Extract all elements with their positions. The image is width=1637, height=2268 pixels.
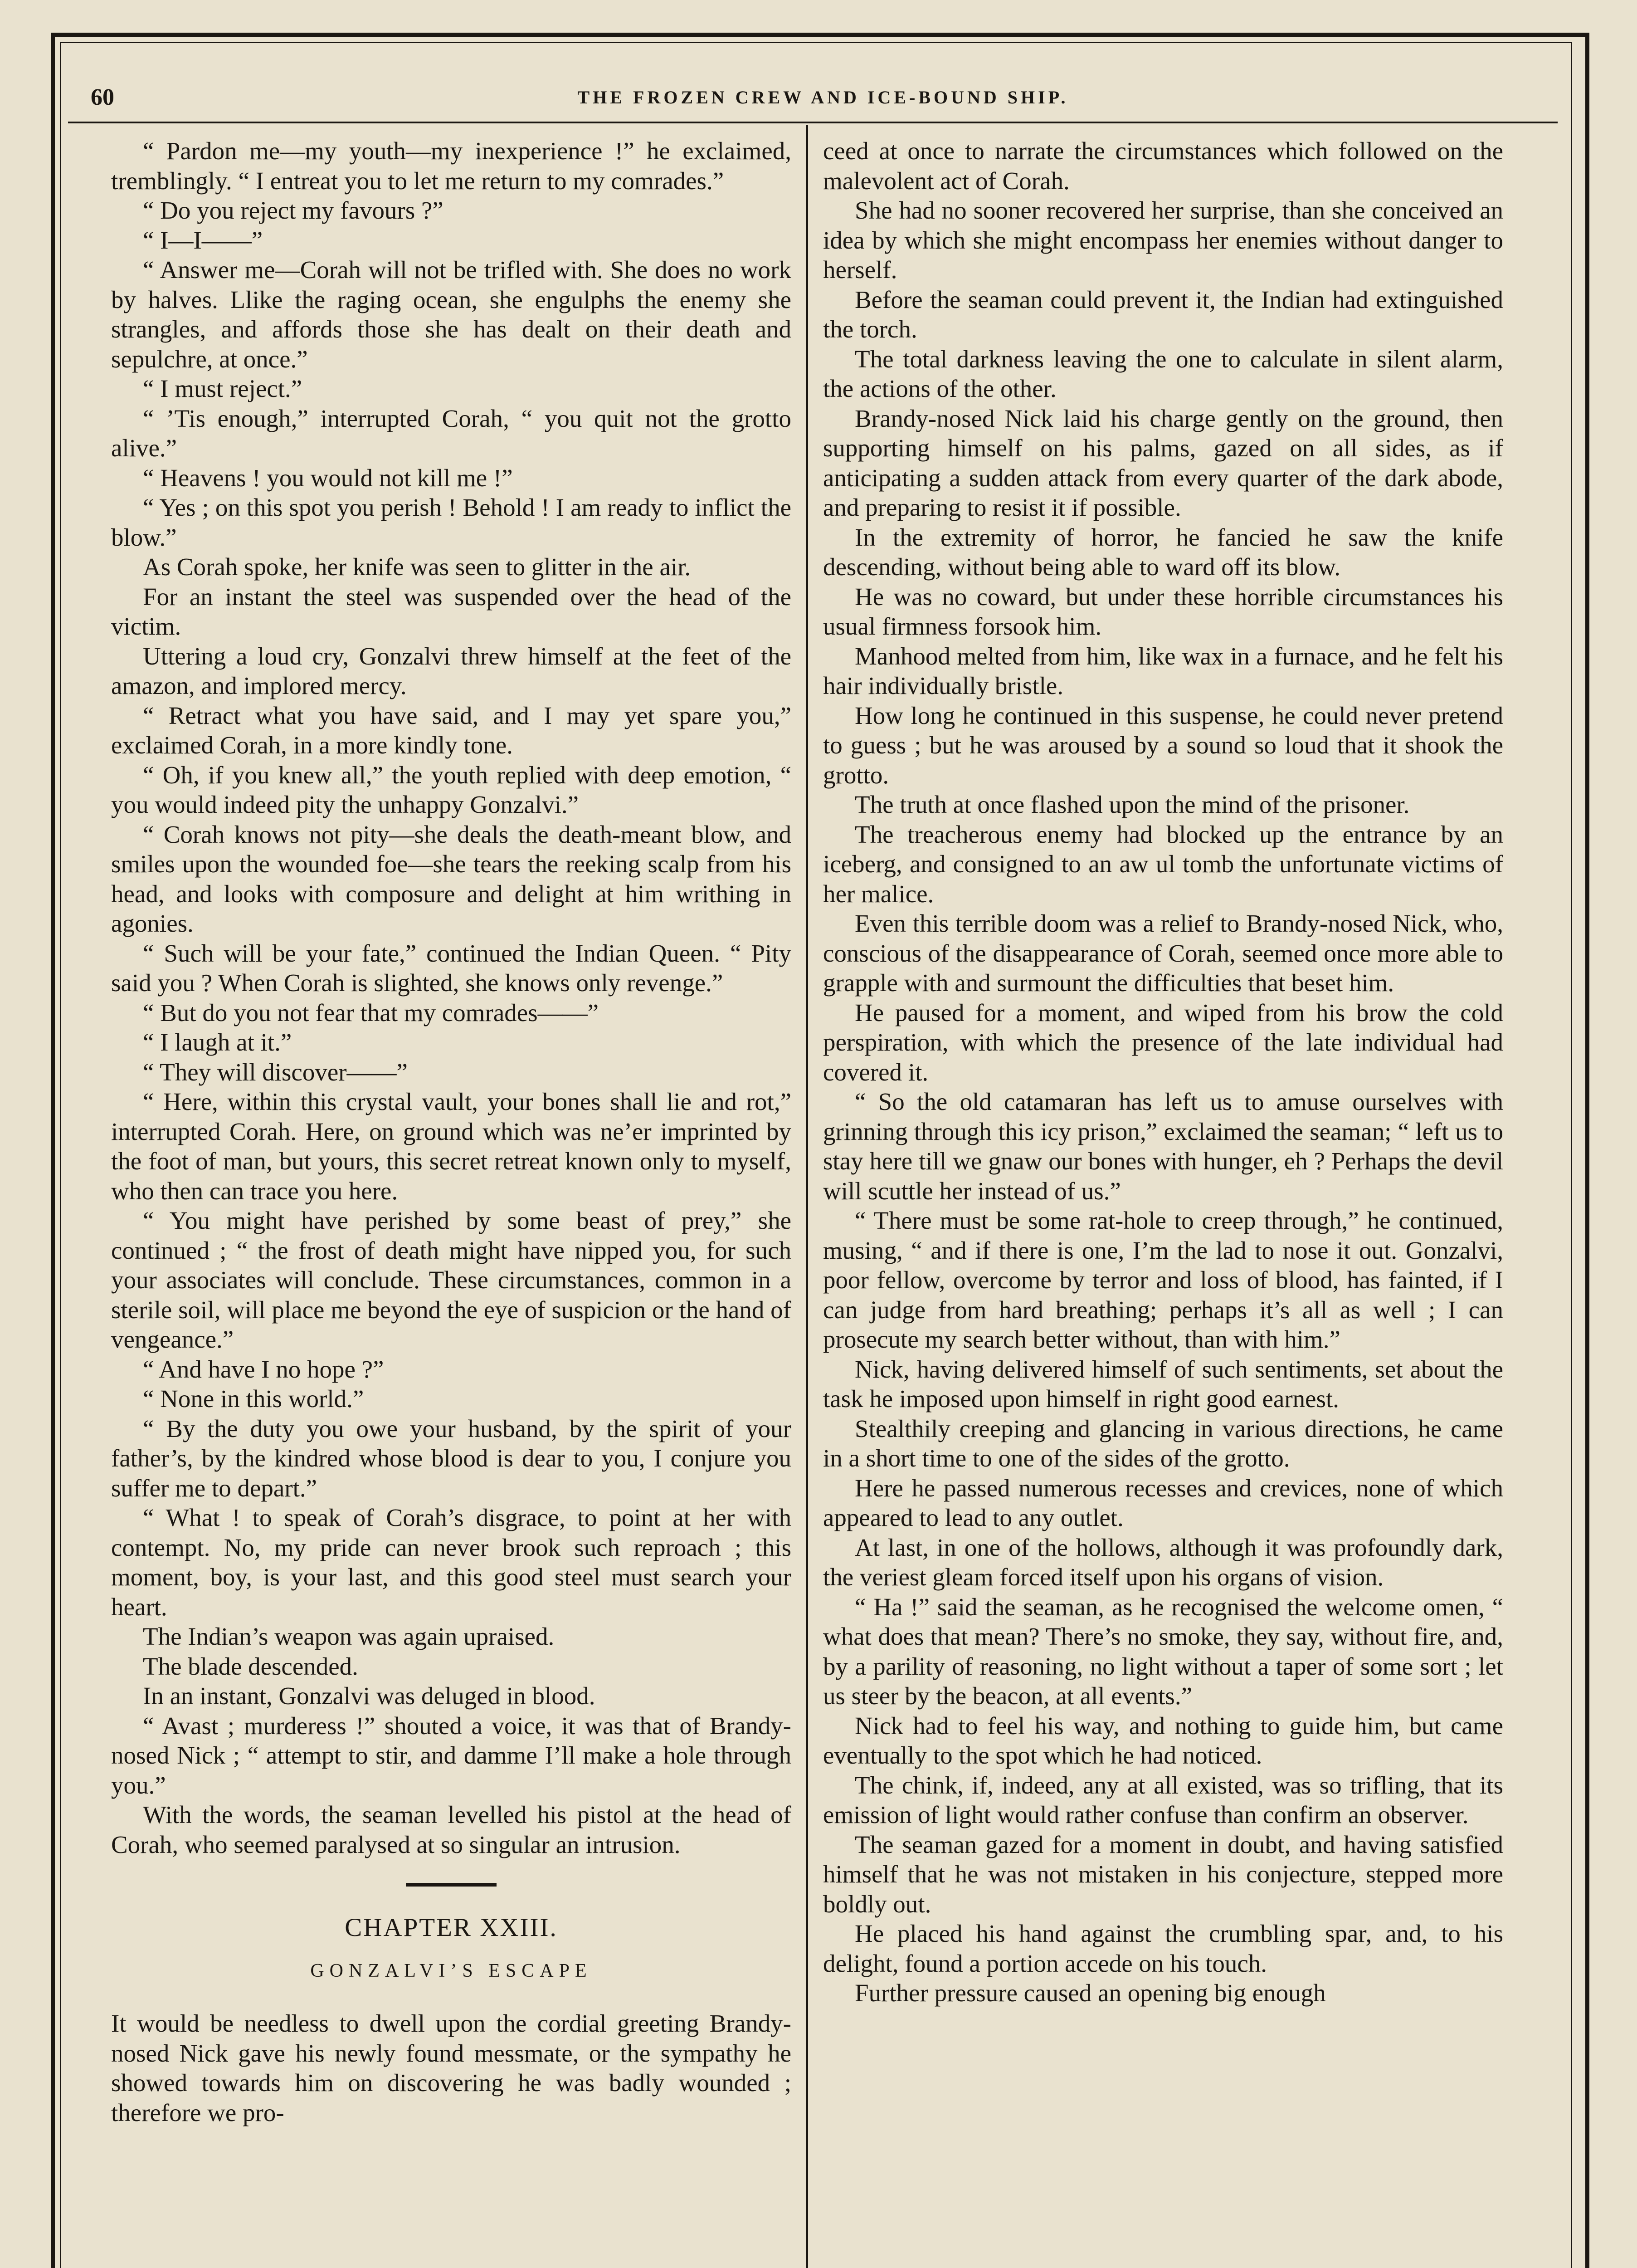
paragraph: “ Corah knows not pity—she deals the death-meant blow, and smiles upon the wounded foe—she tears the reeking scalp from his head, and looks with composure and delight at him writhing in agonies. <box>111 820 791 937</box>
paragraph: The truth at once flashed upon the mind of the prisoner. <box>855 791 1410 818</box>
column-divider <box>806 125 808 2268</box>
chapter-opening-paragraph: It would be needless to dwell upon the cordial greeting Brandy-nosed Nick gave his newly found messmate, or the sympathy he showed towards him on discovering he was badly wounded ; therefore we pro- <box>111 2009 791 2126</box>
paragraph: “ Such will be your fate,” continued the Indian Queen. “ Pity said you ? When Corah is slighted, she knows only revenge.” <box>111 939 791 997</box>
paragraph: “ Do you reject my favours ?” <box>143 196 443 224</box>
paragraph: “ By the duty you owe your husband, by the spirit of your father’s, by the kindred whose blood is dear to you, I conjure you suffer me to depart.” <box>111 1414 791 1502</box>
paragraph: In the extremity of horror, he fancied he saw the knife descending, without being able to ward off its blow. <box>823 523 1503 581</box>
paragraph: Uttering a loud cry, Gonzalvi threw himself at the feet of the amazon, and implored mercy. <box>111 642 791 699</box>
paragraph: The seaman gazed for a moment in doubt, and having satisfied himself that he was not mistaken in his conjecture, stepped more boldly out. <box>823 1830 1503 1918</box>
paragraph: The Indian’s weapon was again upraised. <box>143 1623 555 1650</box>
paragraph: As Corah spoke, her knife was seen to glitter in the air. <box>143 553 691 581</box>
paragraph: “ They will discover——” <box>143 1058 408 1086</box>
header-rule <box>68 122 1558 123</box>
paragraph: “ You might have perished by some beast of prey,” she continued ; “ the frost of death might have nipped you, for such your associates will conclude. These circumstances, common in a sterile soil, will place me beyond the eye of suspicion or the hand of vengeance.” <box>111 1207 791 1353</box>
paragraph: “ Yes ; on this spot you perish ! Behold ! I am ready to inflict the blow.” <box>111 494 791 551</box>
paragraph: Further pressure caused an opening big enough <box>855 1979 1326 2007</box>
paragraph: The chink, if, indeed, any at all existed, was so trifling, that its emission of light would rather confuse than confirm an observer. <box>823 1771 1503 1828</box>
paragraph: “ And have I no hope ?” <box>143 1355 384 1383</box>
paragraph: Before the seaman could prevent it, the Indian had extinguished the torch. <box>823 285 1503 343</box>
paragraph: “ Avast ; murderess !” shouted a voice, it was that of Brandy-nosed Nick ; “ attempt to stir, and damme I’ll make a hole through you.” <box>111 1711 791 1799</box>
paragraph: Even this terrible doom was a relief to Brandy-nosed Nick, who, conscious of the disappearance of Corah, seemed once more able to grapple with and surmount the difficulties that beset him. <box>823 909 1503 997</box>
paragraph: He was no coward, but under these horrible circumstances his usual firmness forsook him. <box>823 582 1503 640</box>
paragraph: “ I laugh at it.” <box>143 1028 292 1056</box>
paragraph: “ I—I——” <box>143 226 263 254</box>
paragraph: Nick, having delivered himself of such sentiments, set about the task he imposed upon himself in right good earnest. <box>823 1355 1503 1413</box>
paragraph: “ Here, within this crystal vault, your bones shall lie and rot,” interrupted Corah. Here, on ground which was ne’er imprinted by the foot of man, but yours, this secret retreat known only to myself, who then can trace you here. <box>111 1088 791 1205</box>
left-column <box>111 136 791 2127</box>
paragraph: “ None in this world.” <box>143 1385 364 1413</box>
paragraph: “ Pardon me—my youth—my inexperience !” he exclaimed, tremblingly. “ I entreat you to let me return to my comrades.” <box>111 137 791 195</box>
paragraph: “ ’Tis enough,” interrupted Corah, “ you quit not the grotto alive.” <box>111 404 791 462</box>
paragraph: With the words, the seaman levelled his pistol at the head of Corah, who seemed paralysed at so singular an intrusion. <box>111 1801 791 1858</box>
paragraph: How long he continued in this suspense, he could never pretend to guess ; but he was aroused by a sound so loud that it shook the grotto. <box>823 701 1503 789</box>
paragraph: “ Ha !” said the seaman, as he recognised the welcome omen, “ what does that mean? There’s no smoke, they say, without fire, and, by a parility of reasoning, no light without a taper of some sort ; let us steer by the beacon, at all events.” <box>823 1593 1503 1710</box>
page-number: 60 <box>91 84 114 110</box>
paragraph: She had no sooner recovered her surprise, than she conceived an idea by which she might encompass her enemies without danger to herself. <box>823 196 1503 284</box>
page-header <box>86 84 1560 120</box>
paragraph: “ But do you not fear that my comrades——” <box>143 998 599 1026</box>
paragraph: “ What ! to speak of Corah’s disgrace, to point at her with contempt. No, my pride can never brook such reproach ; this moment, boy, is your last, and this good steel must search your heart. <box>111 1504 791 1621</box>
paragraph: “ Heavens ! you would not kill me !” <box>143 464 513 492</box>
paragraph: Nick had to feel his way, and nothing to guide him, but came eventually to the spot which he had noticed. <box>823 1711 1503 1769</box>
chapter-rule <box>406 1883 497 1887</box>
paragraph: “ Retract what you have said, and I may yet spare you,” exclaimed Corah, in a more kindly tone. <box>111 701 791 759</box>
paragraph: “ I must reject.” <box>143 375 302 402</box>
chapter-title: CHAPTER XXIII. <box>345 1913 558 1942</box>
chapter-subtitle: GONZALVI’S ESCAPE <box>310 1960 592 1981</box>
paragraph: “ Oh, if you knew all,” the youth replied with deep emotion, “ you would indeed pity the unhappy Gonzalvi.” <box>111 761 791 818</box>
paragraph: The blade descended. <box>143 1652 358 1680</box>
paragraph: At last, in one of the hollows, although it was profoundly dark, the veriest gleam forced itself upon his organs of vision. <box>823 1533 1503 1591</box>
paragraph: Here he passed numerous recesses and crevices, none of which appeared to lead to any outlet. <box>823 1474 1503 1531</box>
paragraph: “ So the old catamaran has left us to amuse ourselves with grinning through this icy prison,” exclaimed the seaman; “ left us to stay here till we gnaw our bones with hunger, eh ? Perhaps the devil will scuttle her instead of us.” <box>823 1088 1503 1205</box>
running-head: THE FROZEN CREW AND ICE-BOUND SHIP. <box>577 87 1069 108</box>
paragraph: In an instant, Gonzalvi was deluged in blood. <box>143 1682 595 1710</box>
paragraph: “ There must be some rat-hole to creep through,” he continued, musing, “ and if there is one, I’m the lad to nose it out. Gonzalvi, poor fellow, overcome by terror and loss of blood, has fainted, if I can judge from hard breathing; perhaps it’s all as well ; I can prosecute my search better without, than with him.” <box>823 1207 1503 1353</box>
paragraph: Manhood melted from him, like wax in a furnace, and he felt his hair individually bristle. <box>823 642 1503 699</box>
paragraph: The total darkness leaving the one to calculate in silent alarm, the actions of the other. <box>823 345 1503 402</box>
right-column <box>823 136 1503 2008</box>
paragraph: Stealthily creeping and glancing in various directions, he came in a short time to one of the sides of the grotto. <box>823 1414 1503 1472</box>
paragraph: He paused for a moment, and wiped from his brow the cold perspiration, with which the presence of the late individual had covered it. <box>823 998 1503 1086</box>
paragraph: “ Answer me—Corah will not be trifled with. She does no work by halves. Llike the raging ocean, she engulphs the enemy she strangles, and affords those she has dealt on their death and sepulchre, at once.” <box>111 256 791 373</box>
paragraph: The treacherous enemy had blocked up the entrance by an iceberg, and consigned to an aw ul tomb the unfortunate victims of her malice. <box>823 820 1503 908</box>
paragraph: He placed his hand against the crumbling spar, and, to his delight, found a portion accede on his touch. <box>823 1920 1503 1977</box>
paragraph: ceed at once to narrate the circumstances which followed on the malevolent act of Corah. <box>823 137 1503 195</box>
paragraph: Brandy-nosed Nick laid his charge gently on the ground, then supporting himself on his palms, gazed on all sides, as if anticipating a sudden attack from every quarter of the dark abode, and preparing to resist it if possible. <box>823 404 1503 521</box>
paragraph: For an instant the steel was suspended over the head of the victim. <box>111 582 791 640</box>
